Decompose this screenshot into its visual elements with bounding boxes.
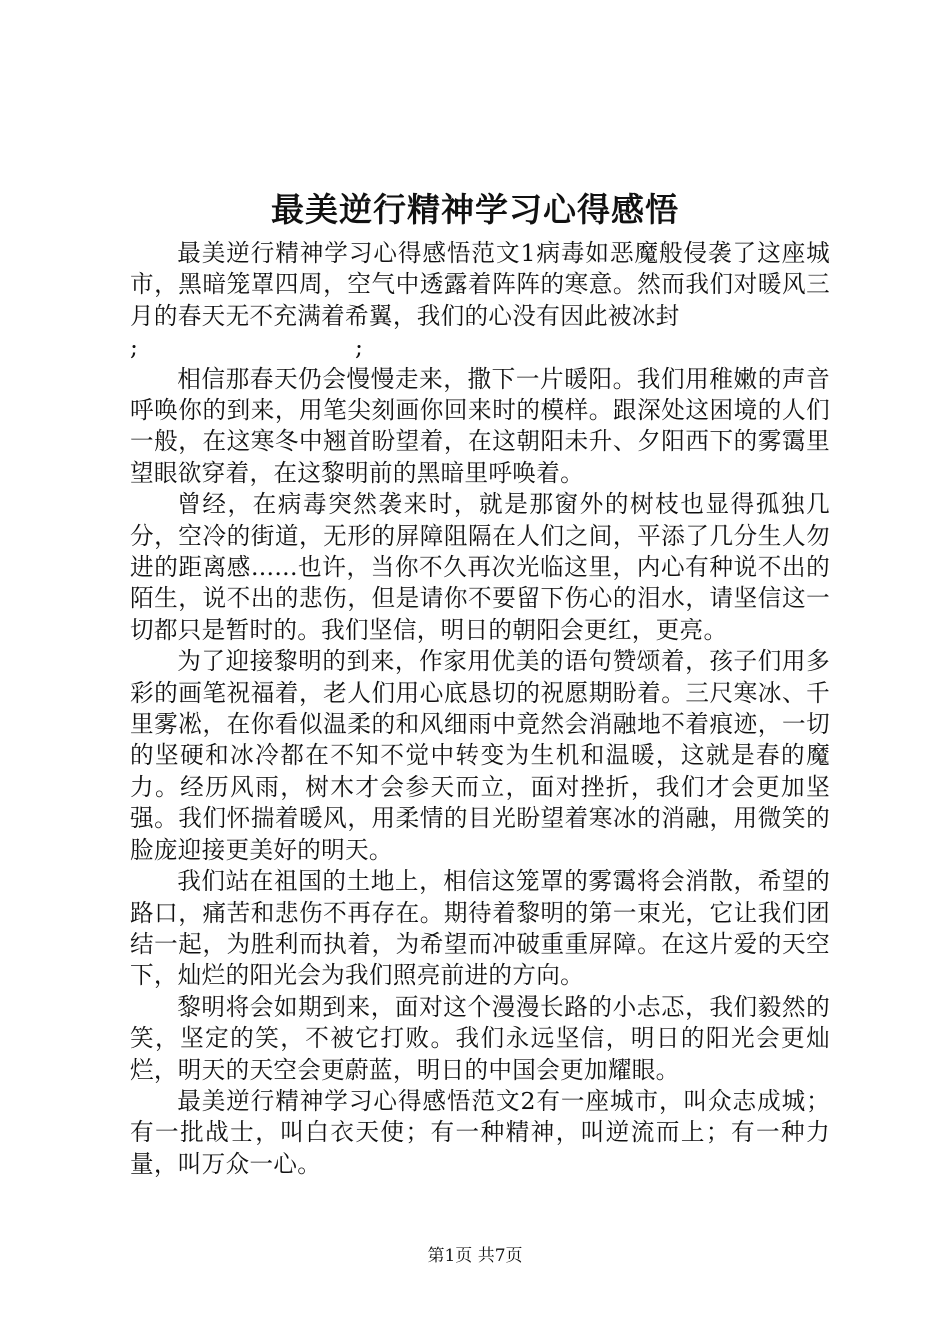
semicolon-left: ; — [130, 333, 138, 362]
document-title: 最美逆行精神学习心得感悟 — [271, 190, 679, 229]
paragraph-6: 黎明将会如期到来，面对这个漫漫长路的小忐忑，我们毅然的笑，坚定的笑，不被它打败。我们永远坚信，明日的阳光会更灿烂，明天的天空会更蔚蓝，明日的中国会更加耀眼。 — [130, 992, 830, 1084]
paragraph-3: 曾经，在病毒突然袭来时，就是那窗外的树枝也显得孤独几分，空冷的街道，无形的屏障阻隔在人们之间，平添了几分生人勿进的距离感......也许，当你不久再次光临这里，内心有种说不出的陌生，说不出的悲伤，但是请你不要留下伤心的泪水，请坚信这一切都只是暂时的。我们坚信，明日的朝阳会更红，更亮。 — [130, 490, 830, 644]
semicolon-right: ; — [355, 333, 363, 362]
paragraph-4: 为了迎接黎明的到来，作家用优美的语句赞颂着，孩子们用多彩的画笔祝福着，老人们用心底恳切的祝愿期盼着。三尺寒冰、千里雾凇，在你看似温柔的和风细雨中竟然会消融地不着痕迹，一切的坚硬和冰冷都在不知不觉中转变为生机和温暖，这就是春的魔力。经历风雨，树木才会参天而立，面对挫折，我们才会更加坚强。我们怀揣着暖风，用柔情的目光盼望着寒冰的消融，用微笑的脸庞迎接更美好的明天。 — [130, 647, 830, 864]
page-footer: 第1页 共7页 — [427, 1246, 523, 1266]
document-body — [130, 238, 830, 1180]
paragraph-1: 最美逆行精神学习心得感悟范文1病毒如恶魔般侵袭了这座城市，黑暗笼罩四周，空气中透露着阵阵的寒意。然而我们对暖风三月的春天无不充满着希翼，我们的心没有因此被冰封 — [130, 239, 830, 330]
paragraph-2: 相信那春天仍会慢慢走来，撒下一片暖阳。我们用稚嫩的声音呼唤你的到来，用笔尖刻画你回来时的模样。跟深处这困境的人们一般，在这寒冬中翘首盼望着，在这朝阳未升、夕阳西下的雾霭里望眼欲穿着，在这黎明前的黑暗里呼唤着。 — [130, 364, 830, 487]
paragraph-7: 最美逆行精神学习心得感悟范文2有一座城市，叫众志成城；有一批战士，叫白衣天使；有一种精神，叫逆流而上；有一种力量，叫万众一心。 — [130, 1086, 830, 1178]
paragraph-5: 我们站在祖国的土地上，相信这笼罩的雾霭将会消散，希望的路口，痛苦和悲伤不再存在。期待着黎明的第一束光，它让我们团结一起，为胜利而执着，为希望而冲破重重屏障。在这片爱的天空下，灿烂的阳光会为我们照亮前进的方向。 — [130, 867, 830, 990]
semicolon-line — [130, 332, 830, 363]
